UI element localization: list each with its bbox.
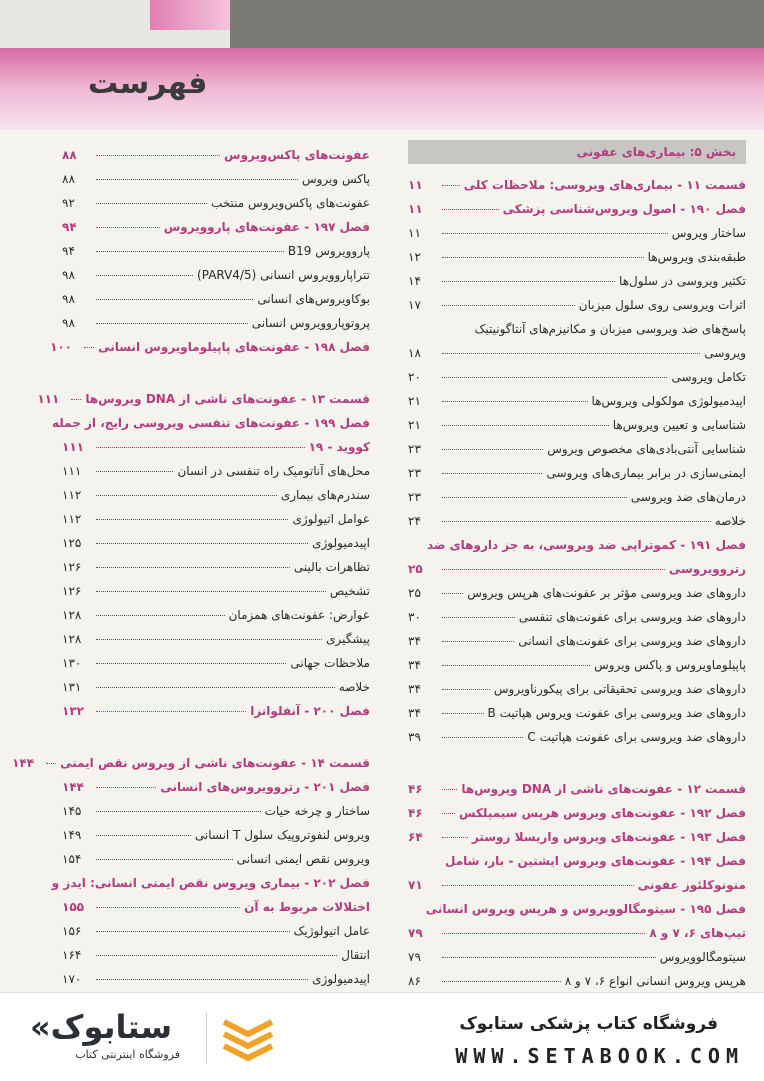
toc-entry[interactable] (62, 502, 370, 526)
toc-page-number: ۱۵۴ (62, 852, 82, 866)
dot-leader (96, 495, 277, 496)
toc-entry[interactable] (62, 818, 370, 842)
toc-entry-title: ویروسی (704, 346, 746, 360)
dot-leader (442, 713, 484, 714)
toc-entry-title: فصل ۱۹۰ - اصول ویروس‌شناسی پزشکی (502, 202, 746, 216)
toc-page-number: ۳۰ (408, 610, 421, 624)
toc-entry-title: قسمت ۱۴ - عفونت‌های ناشی از ویروس نقص ایمنی (60, 756, 370, 770)
toc-entry-title: قسمت ۱۳ - عفونت‌های ناشی از DNA ویروس‌ها (85, 392, 370, 406)
logo-subtitle: فروشگاه اینترنتی کتاب (75, 1048, 180, 1061)
toc-page-number: ۷۱ (408, 878, 423, 892)
toc-page-number: ۲۱ (408, 394, 421, 408)
toc-entry[interactable] (62, 186, 370, 210)
toc-gap (62, 718, 370, 746)
toc-page-number: ۱۱ (408, 202, 423, 216)
setabook-logo[interactable] (30, 1008, 200, 1066)
dot-leader (46, 763, 56, 764)
toc-page-number: ۴۶ (408, 806, 423, 820)
toc-entry-title: فصل ۲۰۰ - آنفلوانزا (250, 704, 370, 718)
toc-entry[interactable] (62, 842, 370, 866)
toc-chapter[interactable] (408, 844, 746, 868)
toc-chapter[interactable] (408, 772, 746, 796)
toc-entry[interactable] (408, 940, 746, 964)
dot-leader (96, 907, 240, 908)
dot-leader (96, 955, 337, 956)
toc-entry[interactable] (62, 962, 370, 986)
logo-text: «ستابوک (30, 1008, 173, 1046)
toc-page-number: ۳۴ (408, 634, 421, 648)
toc-entry-title: عامل اتیولوژیک (293, 924, 370, 938)
dot-leader (96, 299, 253, 300)
toc-entry-title: اپیدمیولوژی (312, 536, 370, 550)
toc-entry[interactable] (408, 480, 746, 504)
dot-leader (442, 185, 460, 186)
toc-entry-title: اثرات ویروسی روی سلول میزبان (578, 298, 746, 312)
toc-page-number: ۹۸ (62, 292, 75, 306)
toc-entry[interactable] (62, 574, 370, 598)
toc-entry-title: تکثیر ویروسی در سلول‌ها (619, 274, 746, 288)
toc-chapter[interactable] (62, 210, 370, 234)
toc-entry[interactable] (408, 288, 746, 312)
toc-chapter[interactable] (408, 168, 746, 192)
dot-leader (442, 353, 700, 354)
toc-entry[interactable] (62, 478, 370, 502)
dot-leader (442, 737, 523, 738)
toc-chapter[interactable] (62, 770, 370, 794)
toc-chapter[interactable] (408, 528, 746, 552)
toc-entry-title: داروهای ضد ویروسی تحقیقاتی برای پیکورناویروس (493, 682, 746, 696)
toc-page-number: ۳۴ (408, 706, 421, 720)
dot-leader (96, 543, 308, 544)
toc-gap (408, 744, 746, 772)
dot-leader (442, 665, 590, 666)
dot-leader (96, 275, 193, 276)
toc-entry[interactable] (62, 598, 370, 622)
top-gray-band (230, 0, 764, 48)
toc-page-number: ۱۲ (408, 250, 421, 264)
dot-leader (96, 591, 326, 592)
dot-leader (442, 593, 463, 594)
toc-entry[interactable] (62, 234, 370, 258)
toc-page-number: ۱۶۴ (62, 948, 82, 962)
dot-leader (96, 859, 233, 860)
toc-entry[interactable] (408, 964, 746, 988)
toc-entry[interactable] (408, 720, 746, 744)
toc-chapter[interactable] (408, 192, 746, 216)
toc-page-number: ۹۴ (62, 244, 75, 258)
toc-entry[interactable] (408, 648, 746, 672)
toc-page-number: ۲۵ (408, 562, 423, 576)
dot-leader (442, 957, 656, 958)
toc-page-number: ۳۴ (408, 682, 421, 696)
toc-page-number: ۳۹ (408, 730, 421, 744)
dot-leader (442, 449, 543, 450)
toc-entry-title: انتقال (341, 948, 370, 962)
toc-entry[interactable] (408, 672, 746, 696)
toc-page-number: ۹۸ (62, 268, 75, 282)
toc-entry[interactable] (62, 454, 370, 478)
dot-leader (442, 981, 561, 982)
toc-entry-title: خلاصه (338, 680, 370, 694)
toc-page-number: ۲۳ (408, 490, 421, 504)
toc-chapter[interactable] (62, 138, 370, 162)
toc-entry-title: هرپس ویروس انسانی انواع ۶، ۷ و ۸ (564, 974, 746, 988)
toc-entry[interactable] (408, 504, 746, 528)
toc-entry-title: فصل ۱۹۷ - عفونت‌های پاروویروس (163, 220, 370, 234)
dot-leader (96, 835, 191, 836)
toc-page-number: ۱۱ (408, 178, 423, 192)
dot-leader (96, 227, 160, 228)
toc-page-number: ۱۱۱ (62, 440, 84, 454)
toc-entry-title: فصل ۱۹۸ - عفونت‌های پاپیلوماویروس انسانی (98, 340, 370, 354)
toc-entry-title: کووید - ۱۹ (308, 440, 370, 454)
toc-entry-title: داروهای ضد ویروسی مؤثر بر عفونت‌های هرپس ویروس (467, 586, 746, 600)
dot-leader (96, 155, 220, 156)
toc-entry[interactable] (408, 408, 746, 432)
toc-page-number: ۱۲۵ (62, 536, 82, 550)
page-title: فهرست (88, 66, 208, 101)
toc-entry[interactable] (408, 624, 746, 648)
dot-leader (96, 323, 248, 324)
toc-entry-title: منونوکلئوز عفونی (637, 878, 746, 892)
dot-leader (96, 179, 298, 180)
dot-leader (442, 257, 644, 258)
toc-entry-title: محل‌های آناتومیک راه تنفسی در انسان (177, 464, 370, 478)
toc-page-number: ۳۴ (408, 658, 421, 672)
toc-page-number: ۱۴۴ (12, 756, 35, 770)
toc-page-number: ۲۱ (408, 418, 421, 432)
toc-page-number: ۱۲۶ (62, 584, 82, 598)
toc-entry-title: ساختار ویروس (671, 226, 746, 240)
toc-entry-title: فصل ۱۹۲ - عفونت‌های ویروس هرپس سیمپلکس (458, 806, 746, 820)
toc-page-number: ۱۳۰ (62, 656, 82, 670)
toc-entry[interactable] (408, 576, 746, 600)
dot-leader (96, 567, 290, 568)
toc-chapter[interactable] (62, 430, 370, 454)
toc-page-number: ۷۹ (408, 926, 423, 940)
toc-entry-title: تکامل ویروسی (671, 370, 746, 384)
toc-gap (62, 354, 370, 382)
dot-leader (442, 281, 615, 282)
dot-leader (442, 617, 515, 618)
toc-page-number: ۱۷۰ (62, 972, 82, 986)
toc-entry[interactable] (62, 794, 370, 818)
dot-leader (96, 615, 225, 616)
store-url[interactable]: WWW.SETABOOK.COM (455, 1044, 744, 1068)
toc-page-number: ۱۱ (408, 226, 421, 240)
toc-entry[interactable] (408, 456, 746, 480)
toc-entry[interactable] (408, 240, 746, 264)
toc-entry-title: فصل ۱۹۹ - عفونت‌های تنفسی ویروسی رایج، از جمله (51, 416, 370, 430)
dot-leader (96, 519, 288, 520)
toc-entry-title: فصل ۱۹۵ - سیتومگالوویروس و هرپس ویروس انسانی (425, 902, 746, 916)
toc-page-number: ۱۴۴ (62, 780, 84, 794)
dot-leader (71, 399, 81, 400)
dot-leader (442, 497, 627, 498)
toc-entry-title: فصل ۲۰۲ - بیماری ویروس نقص ایمنی انسانی: ایدز و (51, 876, 370, 890)
toc-entry-title: عفونت‌های پاکس‌ویروس منتخب (211, 196, 370, 210)
toc-entry-title: عوامل اتیولوژی (292, 512, 370, 526)
toc-entry[interactable] (408, 432, 746, 456)
toc-chapter[interactable] (51, 406, 370, 430)
toc-page-number: ۸۶ (408, 974, 421, 988)
toc-entry[interactable] (62, 162, 370, 186)
toc-chapter[interactable] (12, 746, 370, 770)
toc-entry-title: اختلالات مربوط به آن (244, 900, 370, 914)
toc-entry-title: عفونت‌های پاکس‌ویروس (224, 148, 370, 162)
store-name: فروشگاه کتاب پزشکی ستابوک (459, 1014, 718, 1034)
toc-page-number: ۱۳۲ (62, 704, 84, 718)
toc-page-number: ۲۰ (408, 370, 421, 384)
toc-page-number: ۱۸ (408, 346, 421, 360)
toc-page-number: ۱۵۵ (62, 900, 84, 914)
toc-entry-title: پاسخ‌های ضد ویروسی میزبان و مکانیزم‌های آنتاگونیتیک (474, 322, 746, 336)
toc-chapter[interactable] (408, 552, 746, 576)
toc-page-number: ۶۴ (408, 830, 423, 844)
toc-entry-title: داروهای ضد ویروسی برای عفونت ویروس هپاتیت B (487, 706, 746, 720)
dot-leader (96, 711, 246, 712)
dot-leader (84, 347, 94, 348)
toc-page-number: ۱۴۵ (62, 804, 82, 818)
toc-entry-title: تتراپاروویروس انسانی (PARV4/5) (197, 268, 370, 282)
toc-page-number: ۱۲۶ (62, 560, 82, 574)
toc-entry-title: طبقه‌بندی ویروس‌ها (647, 250, 746, 264)
top-pink-accent (150, 0, 230, 30)
dot-leader (442, 305, 575, 306)
toc-entry[interactable] (62, 258, 370, 282)
toc-entry-title: درمان‌های ضد ویروسی (630, 490, 746, 504)
toc-entry-title: اپیدمیولوژی مولکولی ویروس‌ها (591, 394, 746, 408)
dot-leader (442, 473, 542, 474)
toc-page-number: ۹۸ (62, 316, 75, 330)
toc-entry-title: پیشگیری (326, 632, 370, 646)
toc-entry-title: سندرم‌های بیماری (280, 488, 370, 502)
toc-page-number: ۸۸ (62, 172, 75, 186)
toc-entry-title: رتروویروسی (668, 562, 746, 576)
toc-entry-title: پاپیلوماویروس و پاکس ویروس (594, 658, 746, 672)
toc-page-number: ۹۲ (62, 196, 75, 210)
dot-leader (96, 203, 207, 204)
toc-chapter[interactable] (50, 330, 370, 354)
toc-page-number: ۱۲۸ (62, 632, 82, 646)
toc-page-number: ۱۲۸ (62, 608, 82, 622)
chevron-stack-icon (218, 1014, 278, 1060)
toc-entry-title: فصل ۱۹۱ - کموتراپی ضد ویروسی، به جز داروهای ضد (426, 538, 746, 552)
toc-entry[interactable] (62, 622, 370, 646)
toc-entry-title: بوکاویروس‌های انسانی (257, 292, 370, 306)
toc-entry-title: تیپ‌های ۶، ۷ و ۸ (649, 926, 746, 940)
dot-leader (96, 787, 156, 788)
toc-page-number: ۱۱۱ (62, 464, 82, 478)
toc-entry-title: تشخیص (329, 584, 370, 598)
toc-page-number: ۱۱۲ (62, 488, 82, 502)
toc-entry[interactable] (62, 526, 370, 550)
toc-entry-title: ویروس لنفوتروپیک سلول T انسانی (194, 828, 370, 842)
toc-chapter[interactable] (37, 382, 370, 406)
dot-leader (442, 521, 711, 522)
dot-leader (96, 811, 261, 812)
toc-entry[interactable] (62, 282, 370, 306)
toc-entry-title: ایمنی‌سازی در برابر بیماری‌های ویروسی (546, 466, 746, 480)
toc-chapter[interactable] (408, 916, 746, 940)
toc-entry-title: اپیدمیولوژی (312, 972, 370, 986)
toc-entry-title: قسمت ۱۱ - بیماری‌های ویروسی: ملاحظات کلی (463, 178, 746, 192)
dot-leader (442, 233, 668, 234)
toc-entry[interactable] (408, 264, 746, 288)
toc-entry-title: داروهای ضد ویروسی برای عفونت‌های تنفسی (518, 610, 746, 624)
toc-entry[interactable] (408, 600, 746, 624)
toc-page-number: ۱۱۲ (62, 512, 82, 526)
toc-entry-title: پاروویروس B19 (287, 244, 370, 258)
dot-leader (442, 569, 665, 570)
toc-chapter[interactable] (408, 820, 746, 844)
dot-leader (442, 933, 645, 934)
toc-left-column (12, 138, 370, 986)
toc-chapter[interactable] (408, 892, 746, 916)
toc-entry[interactable] (62, 938, 370, 962)
toc-entry[interactable] (408, 360, 746, 384)
dot-leader (442, 789, 457, 790)
toc-page-number: ۱۳۱ (62, 680, 82, 694)
toc-entry[interactable] (62, 646, 370, 670)
toc-entry-title: تظاهرات بالینی (293, 560, 370, 574)
toc-chapter[interactable] (62, 694, 370, 718)
toc-entry-title: شناسایی آنتی‌بادی‌های مخصوص ویروس (547, 442, 746, 456)
toc-entry-title: پروتوپاروویروس انسانی (251, 316, 370, 330)
toc-page-number: ۲۵ (408, 586, 421, 600)
toc-entry[interactable] (408, 336, 746, 360)
toc-entry-title: فصل ۲۰۱ - رتروویروس‌های انسانی (160, 780, 370, 794)
toc-chapter[interactable] (62, 890, 370, 914)
dot-leader (442, 401, 588, 402)
dot-leader (96, 979, 308, 980)
toc-entry[interactable] (408, 384, 746, 408)
dot-leader (96, 931, 290, 932)
toc-page-number: ۷۹ (408, 950, 421, 964)
toc-entry-title: عوارض: عفونت‌های همزمان (228, 608, 370, 622)
toc-entry[interactable] (62, 306, 370, 330)
dot-leader (96, 447, 305, 448)
toc-entry-title: ساختار و چرخه حیات (264, 804, 370, 818)
toc-entry-title: سیتومگالوویروس (659, 950, 746, 964)
toc-page-number: ۱۷ (408, 298, 421, 312)
toc-page-number: ۲۳ (408, 442, 421, 456)
dot-leader (442, 641, 514, 642)
toc-page-number: ۲۴ (408, 514, 421, 528)
toc-entry[interactable] (62, 550, 370, 574)
toc-chapter[interactable] (51, 866, 370, 890)
toc-entry[interactable] (408, 696, 746, 720)
toc-page-number: ۱۵۶ (62, 924, 82, 938)
toc-page-number: ۹۴ (62, 220, 77, 234)
toc-page-number: ۴۶ (408, 782, 423, 796)
section-header: بخش ۵: بیماری‌های عفونی (408, 140, 746, 164)
dot-leader (442, 837, 468, 838)
dot-leader (442, 813, 455, 814)
toc-chapter[interactable] (408, 312, 746, 336)
toc-entry[interactable] (62, 914, 370, 938)
toc-chapter[interactable] (408, 868, 746, 892)
toc-page-number: ۱۱۱ (37, 392, 60, 406)
dot-leader (442, 885, 634, 886)
toc-page-number: ۱۰۰ (50, 340, 73, 354)
dot-leader (442, 689, 490, 690)
toc-entry-title: شناسایی و تعیین ویروس‌ها (612, 418, 746, 432)
toc-entry-title: داروهای ضد ویروسی برای عفونت هپاتیت C (527, 730, 746, 744)
toc-entry[interactable] (408, 216, 746, 240)
dot-leader (96, 471, 173, 472)
toc-entry-title: قسمت ۱۲ - عفونت‌های ناشی از DNA ویروس‌ها (461, 782, 746, 796)
dot-leader (96, 639, 322, 640)
toc-entry-title: پاکس ویروس (301, 172, 370, 186)
dot-leader (96, 687, 335, 688)
footer-divider (206, 1012, 207, 1064)
toc-entry-title: ویروس نقص ایمنی انسانی (236, 852, 370, 866)
dot-leader (96, 251, 284, 252)
toc-page-number: ۱۴۹ (62, 828, 82, 842)
toc-entry-title: داروهای ضد ویروسی برای عفونت‌های انسانی (518, 634, 746, 648)
toc-entry-title: ملاحظات جهانی (290, 656, 370, 670)
toc-entry-title: فصل ۱۹۳ - عفونت‌های ویروس واریسلا زوستر (471, 830, 746, 844)
toc-page-number: ۱۴ (408, 274, 421, 288)
toc-page-number: ۲۳ (408, 466, 421, 480)
dot-leader (96, 663, 286, 664)
dot-leader (442, 425, 609, 426)
toc-right-column (408, 138, 746, 988)
toc-entry[interactable] (62, 670, 370, 694)
toc-page-number: ۸۸ (62, 148, 77, 162)
dot-leader (442, 377, 667, 378)
dot-leader (442, 209, 499, 210)
toc-chapter[interactable] (408, 796, 746, 820)
toc-entry-title: فصل ۱۹۴ - عفونت‌های ویروس ایشتین - بار، شامل (445, 854, 746, 868)
toc-entry-title: خلاصه (714, 514, 746, 528)
